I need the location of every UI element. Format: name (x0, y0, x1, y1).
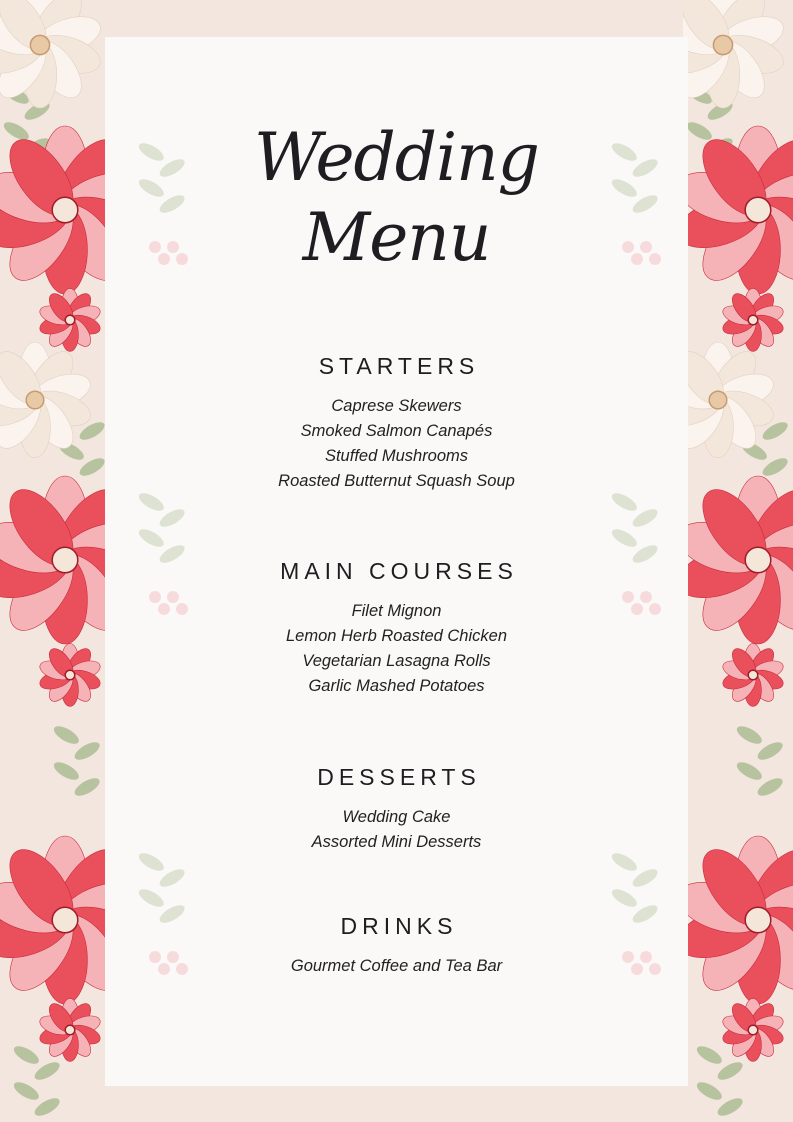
red-flower-icon (37, 644, 102, 707)
red-flower-icon (683, 476, 793, 644)
section-heading: STARTERS (318, 353, 480, 379)
red-flower-icon (720, 289, 785, 352)
section-main-courses (105, 557, 688, 699)
menu-item: Wedding Cake (342, 808, 451, 826)
section-heading: DRINKS (340, 913, 458, 939)
title-line-2: Menu (302, 199, 491, 276)
red-flower-icon (37, 289, 102, 352)
section-desserts (105, 763, 688, 855)
red-flower-icon (0, 476, 110, 644)
white-flower-icon (683, 342, 778, 458)
menu-item: Roasted Butternut Squash Soup (278, 472, 515, 490)
red-flower-icon (683, 126, 793, 294)
white-flower-icon (0, 0, 105, 108)
menu-item: Vegetarian Lasagna Rolls (302, 652, 491, 670)
section-heading: MAIN COURSES (280, 558, 518, 584)
menu-item: Assorted Mini Desserts (311, 833, 482, 851)
menu-item: Smoked Salmon Canapés (300, 422, 493, 440)
red-flower-icon (720, 999, 785, 1062)
title-line-1: Wedding (254, 119, 539, 196)
section-heading: DESSERTS (317, 764, 481, 790)
menu-item: Filet Mignon (351, 602, 442, 620)
floral-border-left (0, 0, 110, 1122)
red-flower-icon (0, 126, 110, 294)
section-starters (105, 352, 688, 494)
white-flower-icon (683, 0, 788, 108)
menu-item: Stuffed Mushrooms (324, 447, 469, 465)
red-flower-icon (683, 836, 793, 1004)
section-drinks (105, 912, 688, 979)
floral-border-right (683, 0, 793, 1122)
white-flower-icon (0, 342, 95, 458)
menu-item: Garlic Mashed Potatoes (308, 677, 485, 695)
menu-item: Lemon Herb Roasted Chicken (285, 627, 508, 645)
red-flower-icon (720, 644, 785, 707)
menu-item: Caprese Skewers (331, 397, 462, 415)
red-flower-icon (37, 999, 102, 1062)
menu-item: Gourmet Coffee and Tea Bar (290, 957, 503, 975)
red-flower-icon (0, 836, 110, 1004)
